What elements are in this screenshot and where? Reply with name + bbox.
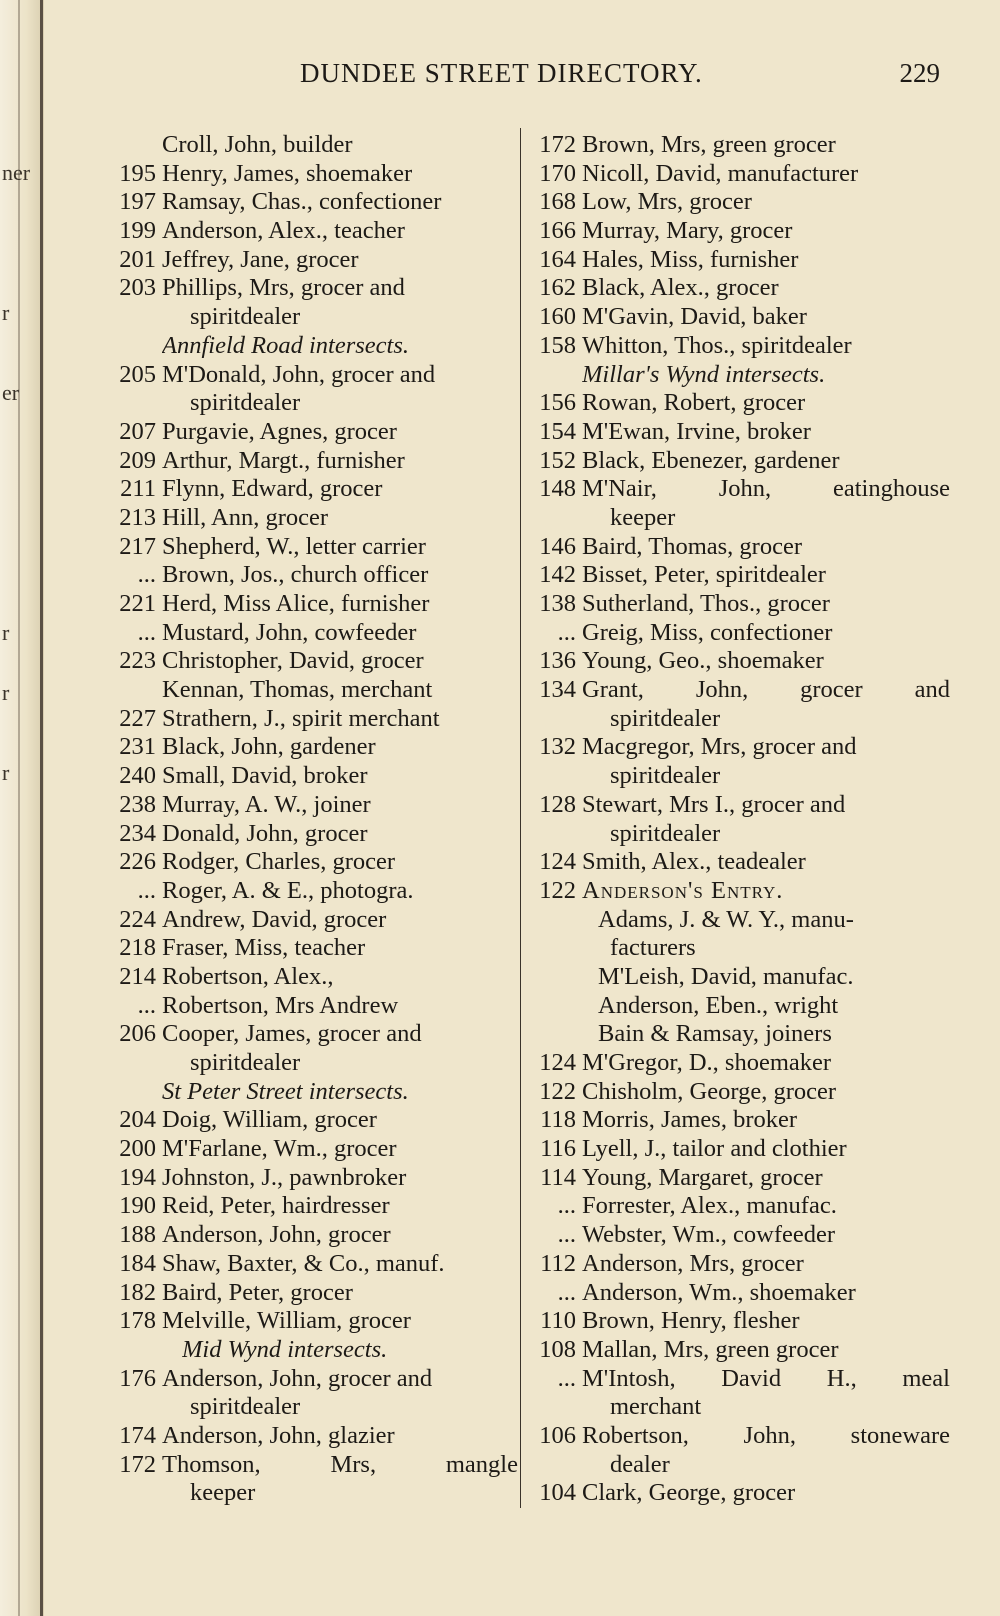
directory-entry bbox=[526, 332, 950, 361]
directory-entry bbox=[106, 389, 518, 418]
directory-entry bbox=[526, 906, 950, 935]
entry-text: Ramsay, Chas., confectioner bbox=[162, 188, 442, 216]
page-header bbox=[300, 58, 940, 98]
directory-entry bbox=[106, 1336, 518, 1365]
directory-entry bbox=[106, 906, 518, 935]
directory-entry bbox=[526, 848, 950, 877]
directory-entry bbox=[526, 274, 950, 303]
directory-entry bbox=[106, 1049, 518, 1078]
margin-fragment: r bbox=[2, 680, 10, 705]
entry-text: Baird, Thomas, grocer bbox=[582, 532, 802, 560]
directory-entry bbox=[526, 1393, 950, 1422]
directory-entry bbox=[106, 274, 518, 303]
house-number: 190 bbox=[119, 1192, 156, 1220]
entry-text: Chisholm, George, grocer bbox=[582, 1077, 837, 1105]
entry-text: Flynn, Edward, grocer bbox=[162, 475, 383, 503]
directory-entry bbox=[106, 475, 518, 504]
directory-entry bbox=[106, 188, 518, 217]
directory-entry bbox=[526, 1479, 950, 1508]
entry-text: facturers bbox=[610, 934, 696, 962]
entry-text: Thomson, Mrs, mangle bbox=[162, 1450, 518, 1478]
house-number: 138 bbox=[539, 590, 576, 617]
directory-entry bbox=[106, 1135, 518, 1164]
entry-text: Johnston, J., pawnbroker bbox=[162, 1163, 407, 1191]
house-number: 136 bbox=[539, 647, 576, 675]
house-number: 199 bbox=[119, 217, 156, 245]
entry-text: Black, John, gardener bbox=[162, 733, 376, 761]
house-number: 160 bbox=[539, 303, 576, 331]
house-number: 223 bbox=[119, 647, 156, 675]
house-number: 108 bbox=[539, 1335, 576, 1363]
entry-text: Robertson, Mrs Andrew bbox=[162, 991, 399, 1019]
entry-text: keeper bbox=[610, 503, 676, 531]
house-number: 168 bbox=[539, 188, 576, 216]
entry-text: spiritdealer bbox=[190, 303, 301, 331]
cross-street-label: Millar's Wynd intersects. bbox=[582, 360, 826, 388]
house-number: 128 bbox=[539, 790, 576, 818]
directory-entry bbox=[106, 131, 518, 160]
house-number: 178 bbox=[119, 1307, 156, 1335]
directory-entry bbox=[106, 791, 518, 820]
directory-entry bbox=[106, 217, 518, 246]
entry-text: Rowan, Robert, grocer bbox=[582, 389, 806, 417]
entry-text: Bisset, Peter, spiritdealer bbox=[582, 561, 826, 589]
directory-entry bbox=[106, 1479, 518, 1508]
house-number: ... bbox=[557, 1364, 576, 1392]
entry-text: Whitton, Thos., spiritdealer bbox=[582, 331, 852, 359]
entry-text: M'Nair, John, eatinghouse bbox=[582, 475, 950, 503]
entry-text: Anderson, Wm., shoemaker bbox=[582, 1278, 856, 1306]
entry-text: Reid, Peter, hairdresser bbox=[162, 1192, 390, 1220]
directory-entry bbox=[526, 676, 950, 705]
house-number: 122 bbox=[539, 1077, 576, 1105]
house-number: ... bbox=[137, 618, 156, 646]
directory-entry bbox=[526, 1422, 950, 1451]
directory-entry bbox=[526, 389, 950, 418]
directory-entry bbox=[526, 1250, 950, 1279]
house-number: 124 bbox=[539, 1049, 576, 1076]
house-number: 214 bbox=[119, 962, 156, 990]
directory-entry bbox=[106, 820, 518, 849]
directory-entry bbox=[526, 963, 950, 992]
directory-entry bbox=[526, 1365, 950, 1394]
directory-entry bbox=[526, 1135, 950, 1164]
cross-street-label: St Peter Street intersects. bbox=[162, 1077, 409, 1105]
entry-text: Kennan, Thomas, merchant bbox=[162, 676, 433, 704]
entry-text: Rodger, Charles, grocer bbox=[162, 848, 396, 876]
directory-entry bbox=[526, 475, 950, 504]
house-number: 188 bbox=[119, 1221, 156, 1249]
house-number: 142 bbox=[539, 561, 576, 589]
entry-text: Lyell, J., tailor and clothier bbox=[582, 1135, 847, 1163]
directory-entry bbox=[106, 676, 518, 705]
house-number: 132 bbox=[539, 733, 576, 761]
directory-entry bbox=[106, 762, 518, 791]
house-number: 238 bbox=[119, 790, 156, 818]
directory-entry bbox=[526, 504, 950, 533]
entry-text: M'Farlane, Wm., grocer bbox=[162, 1135, 397, 1163]
margin-fragment: r bbox=[2, 760, 10, 785]
entry-text: Phillips, Mrs, grocer and bbox=[162, 274, 405, 302]
directory-entry bbox=[526, 246, 950, 275]
entry-text: M'Gregor, D., shoemaker bbox=[582, 1049, 832, 1076]
house-number: 201 bbox=[119, 245, 156, 273]
entry-text: Murray, A. W., joiner bbox=[162, 790, 371, 818]
entry-text: Anderson's Entry. bbox=[582, 876, 784, 904]
margin-fragment: r bbox=[2, 300, 10, 325]
directory-entry bbox=[106, 848, 518, 877]
house-number: 106 bbox=[539, 1421, 576, 1449]
directory-entry bbox=[106, 361, 518, 390]
margin-fragment: er bbox=[2, 380, 20, 405]
directory-entry bbox=[526, 1192, 950, 1221]
entry-text: Robertson, Alex., bbox=[162, 962, 334, 990]
entry-text: keeper bbox=[190, 1479, 256, 1507]
directory-entry bbox=[526, 1049, 950, 1078]
house-number: 197 bbox=[119, 188, 156, 216]
directory-entry bbox=[106, 619, 518, 648]
directory-entry bbox=[106, 647, 518, 676]
entry-text: Doig, William, grocer bbox=[162, 1106, 377, 1134]
directory-entry bbox=[526, 160, 950, 189]
entry-text: Grant, John, grocer and bbox=[582, 676, 950, 704]
house-number: 154 bbox=[539, 417, 576, 445]
entry-text: Jeffrey, Jane, grocer bbox=[162, 245, 359, 273]
entry-text: spiritdealer bbox=[610, 762, 721, 790]
directory-entry bbox=[106, 246, 518, 275]
house-number: 213 bbox=[119, 503, 156, 531]
directory-entry bbox=[106, 992, 518, 1021]
house-number: 156 bbox=[539, 389, 576, 417]
directory-entry bbox=[526, 1279, 950, 1308]
directory-entry bbox=[526, 303, 950, 332]
page-margin-rule bbox=[40, 0, 43, 1616]
entry-text: Shaw, Baxter, & Co., manuf. bbox=[162, 1249, 445, 1277]
entry-text: M'Donald, John, grocer and bbox=[162, 360, 436, 388]
house-number: 194 bbox=[119, 1163, 156, 1191]
entry-text: Black, Ebenezer, gardener bbox=[582, 446, 840, 474]
entry-text: Anderson, Eben., wright bbox=[598, 991, 839, 1019]
house-number: 182 bbox=[119, 1278, 156, 1306]
directory-entry bbox=[106, 1250, 518, 1279]
entry-text: dealer bbox=[610, 1450, 670, 1478]
entry-text: Brown, Mrs, green grocer bbox=[582, 131, 836, 158]
directory-entry bbox=[526, 361, 950, 390]
directory-entry bbox=[106, 1307, 518, 1336]
directory-entry bbox=[106, 332, 518, 361]
directory-entry bbox=[526, 1164, 950, 1193]
entry-text: Morris, James, broker bbox=[582, 1106, 798, 1134]
house-number: 226 bbox=[119, 848, 156, 876]
entry-text: Christopher, David, grocer bbox=[162, 647, 424, 675]
house-number: 134 bbox=[539, 676, 576, 704]
directory-entry bbox=[526, 131, 950, 160]
directory-entry bbox=[106, 303, 518, 332]
page-number: 229 bbox=[899, 58, 940, 88]
directory-entry bbox=[106, 1192, 518, 1221]
house-number: 205 bbox=[119, 360, 156, 388]
house-number: 110 bbox=[540, 1307, 576, 1335]
directory-entry bbox=[526, 934, 950, 963]
entry-text: Anderson, Mrs, grocer bbox=[582, 1249, 804, 1277]
house-number: 184 bbox=[119, 1249, 156, 1277]
directory-entry bbox=[106, 1164, 518, 1193]
directory-entry bbox=[106, 1106, 518, 1135]
entry-text: Bain & Ramsay, joiners bbox=[598, 1020, 832, 1048]
directory-entry bbox=[526, 619, 950, 648]
entry-text: Mallan, Mrs, green grocer bbox=[582, 1335, 839, 1363]
directory-entry bbox=[106, 590, 518, 619]
directory-entry bbox=[526, 1020, 950, 1049]
entry-text: Croll, John, builder bbox=[162, 131, 353, 158]
entry-text: Black, Alex., grocer bbox=[582, 274, 779, 302]
column-divider bbox=[520, 128, 521, 1508]
house-number: 176 bbox=[119, 1364, 156, 1392]
directory-entry bbox=[106, 418, 518, 447]
entry-text: spiritdealer bbox=[190, 1049, 301, 1076]
entry-text: Clark, George, grocer bbox=[582, 1479, 796, 1507]
entry-text: spiritdealer bbox=[610, 704, 721, 732]
directory-entry bbox=[106, 1279, 518, 1308]
entry-text: Arthur, Margt., furnisher bbox=[162, 446, 405, 474]
entry-text: Anderson, John, grocer and bbox=[162, 1364, 433, 1392]
house-number: 158 bbox=[539, 331, 576, 359]
directory-entry bbox=[106, 504, 518, 533]
entry-text: Murray, Mary, grocer bbox=[582, 217, 793, 245]
margin-fragment: r bbox=[2, 620, 10, 645]
directory-entry bbox=[106, 705, 518, 734]
entry-text: Macgregor, Mrs, grocer and bbox=[582, 733, 857, 761]
directory-entry bbox=[106, 963, 518, 992]
entry-text: Brown, Jos., church officer bbox=[162, 561, 429, 589]
entry-text: merchant bbox=[610, 1393, 702, 1421]
house-number: 206 bbox=[119, 1020, 156, 1048]
entry-text: Anderson, John, glazier bbox=[162, 1421, 395, 1449]
house-number: 218 bbox=[119, 934, 156, 962]
directory-entry bbox=[526, 533, 950, 562]
directory-entry bbox=[526, 217, 950, 246]
directory-entry bbox=[106, 733, 518, 762]
left-column bbox=[106, 131, 518, 1508]
entry-text: Strathern, J., spirit merchant bbox=[162, 704, 440, 732]
binding-edge bbox=[18, 0, 20, 1616]
directory-entry bbox=[106, 934, 518, 963]
directory-entry bbox=[526, 647, 950, 676]
house-number: 148 bbox=[539, 475, 576, 503]
directory-entry bbox=[526, 1078, 950, 1107]
directory-entry bbox=[526, 561, 950, 590]
entry-text: Henry, James, shoemaker bbox=[162, 159, 413, 187]
directory-entry bbox=[106, 877, 518, 906]
house-number: 152 bbox=[539, 446, 576, 474]
house-number: ... bbox=[557, 1278, 576, 1306]
directory-entry bbox=[526, 1336, 950, 1365]
house-number: ... bbox=[557, 1221, 576, 1249]
entry-text: Hill, Ann, grocer bbox=[162, 503, 329, 531]
house-number: 116 bbox=[540, 1135, 576, 1163]
entry-text: Small, David, broker bbox=[162, 762, 368, 790]
house-number: ... bbox=[557, 618, 576, 646]
directory-entry bbox=[106, 447, 518, 476]
house-number: 221 bbox=[119, 590, 156, 617]
house-number: 174 bbox=[119, 1421, 156, 1449]
entry-text: Herd, Miss Alice, furnisher bbox=[162, 590, 430, 617]
entry-text: Melville, William, grocer bbox=[162, 1307, 411, 1335]
house-number: 114 bbox=[540, 1163, 576, 1191]
directory-entry bbox=[106, 1020, 518, 1049]
house-number: 209 bbox=[119, 446, 156, 474]
house-number: ... bbox=[557, 1192, 576, 1220]
entry-text: M'Ewan, Irvine, broker bbox=[582, 417, 811, 445]
entry-text: Stewart, Mrs I., grocer and bbox=[582, 790, 846, 818]
directory-entry bbox=[106, 1451, 518, 1480]
entry-text: Sutherland, Thos., grocer bbox=[582, 590, 830, 617]
directory-entry bbox=[526, 705, 950, 734]
entry-text: Adams, J. & W. Y., manu- bbox=[598, 905, 854, 933]
house-number: 200 bbox=[119, 1135, 156, 1163]
directory-entry bbox=[526, 1106, 950, 1135]
house-number: 112 bbox=[540, 1249, 576, 1277]
house-number: 146 bbox=[539, 532, 576, 560]
directory-entry bbox=[526, 1451, 950, 1480]
directory-entry bbox=[526, 418, 950, 447]
entry-text: Baird, Peter, grocer bbox=[162, 1278, 353, 1306]
entry-text: Shepherd, W., letter carrier bbox=[162, 532, 426, 560]
house-number: 166 bbox=[539, 217, 576, 245]
house-number: 204 bbox=[119, 1106, 156, 1134]
directory-entry bbox=[526, 1221, 950, 1250]
entry-text: Young, Margaret, grocer bbox=[582, 1163, 823, 1191]
directory-entry bbox=[526, 188, 950, 217]
entry-text: M'Intosh, David H., meal bbox=[582, 1364, 950, 1392]
house-number: 162 bbox=[539, 274, 576, 302]
entry-text: Greig, Miss, confectioner bbox=[582, 618, 833, 646]
entry-text: Young, Geo., shoemaker bbox=[582, 647, 824, 675]
house-number: 172 bbox=[119, 1450, 156, 1478]
directory-entry bbox=[106, 160, 518, 189]
house-number: ... bbox=[137, 876, 156, 904]
directory-entry bbox=[106, 1365, 518, 1394]
house-number: 207 bbox=[119, 417, 156, 445]
entry-text: Robertson, John, stoneware bbox=[582, 1421, 950, 1449]
cross-street-label: Mid Wynd intersects. bbox=[182, 1335, 388, 1363]
house-number: 234 bbox=[119, 819, 156, 847]
directory-entry bbox=[526, 733, 950, 762]
directory-entry bbox=[106, 1393, 518, 1422]
directory-entry bbox=[106, 1221, 518, 1250]
margin-fragment: ner bbox=[2, 160, 31, 185]
house-number: 224 bbox=[119, 905, 156, 933]
entry-text: Hales, Miss, furnisher bbox=[582, 245, 799, 273]
directory-entry bbox=[526, 791, 950, 820]
directory-entry bbox=[526, 820, 950, 849]
entry-text: Purgavie, Agnes, grocer bbox=[162, 417, 397, 445]
entry-text: Webster, Wm., cowfeeder bbox=[582, 1221, 836, 1249]
house-number: 203 bbox=[119, 274, 156, 302]
entry-text: Smith, Alex., teadealer bbox=[582, 848, 806, 876]
directory-entry bbox=[526, 447, 950, 476]
house-number: 104 bbox=[539, 1479, 576, 1507]
house-number: ... bbox=[137, 561, 156, 589]
house-number: 164 bbox=[539, 245, 576, 273]
directory-entry bbox=[526, 590, 950, 619]
entry-text: spiritdealer bbox=[190, 389, 301, 417]
entry-text: Forrester, Alex., manufac. bbox=[582, 1192, 837, 1220]
directory-entry bbox=[526, 877, 950, 906]
directory-entry bbox=[106, 533, 518, 562]
directory-entry bbox=[526, 762, 950, 791]
house-number: 231 bbox=[119, 733, 156, 761]
directory-entry bbox=[106, 1078, 518, 1107]
entry-text: M'Gavin, David, baker bbox=[582, 303, 807, 331]
directory-entry bbox=[106, 1422, 518, 1451]
entry-text: M'Leish, David, manufac. bbox=[598, 962, 854, 990]
house-number: 211 bbox=[120, 475, 156, 503]
house-number: 195 bbox=[119, 159, 156, 187]
directory-entry bbox=[526, 1307, 950, 1336]
entry-text: Anderson, John, grocer bbox=[162, 1221, 391, 1249]
entry-text: Roger, A. & E., photogra. bbox=[162, 876, 414, 904]
entry-text: Brown, Henry, flesher bbox=[582, 1307, 800, 1335]
page-title: DUNDEE STREET DIRECTORY. bbox=[300, 58, 703, 88]
house-number: 124 bbox=[539, 848, 576, 876]
right-column bbox=[526, 131, 950, 1508]
house-number: 172 bbox=[539, 131, 576, 158]
entry-text: Mustard, John, cowfeeder bbox=[162, 618, 417, 646]
entry-text: Low, Mrs, grocer bbox=[582, 188, 752, 216]
house-number: 122 bbox=[539, 876, 576, 904]
directory-entry bbox=[106, 561, 518, 590]
entry-text: Fraser, Miss, teacher bbox=[162, 934, 366, 962]
entry-text: spiritdealer bbox=[610, 819, 721, 847]
entry-text: Anderson, Alex., teacher bbox=[162, 217, 405, 245]
cross-street-label: Annfield Road intersects. bbox=[162, 331, 409, 359]
entry-text: Donald, John, grocer bbox=[162, 819, 368, 847]
page-gutter bbox=[0, 0, 44, 1616]
house-number: 170 bbox=[539, 159, 576, 187]
house-number: 240 bbox=[119, 762, 156, 790]
house-number: 227 bbox=[119, 704, 156, 732]
entry-text: spiritdealer bbox=[190, 1393, 301, 1421]
house-number: 118 bbox=[540, 1106, 576, 1134]
house-number: ... bbox=[137, 991, 156, 1019]
entry-text: Nicoll, David, manufacturer bbox=[582, 159, 859, 187]
entry-text: Andrew, David, grocer bbox=[162, 905, 387, 933]
house-number: 217 bbox=[119, 532, 156, 560]
entry-text: Cooper, James, grocer and bbox=[162, 1020, 422, 1048]
directory-entry bbox=[526, 992, 950, 1021]
